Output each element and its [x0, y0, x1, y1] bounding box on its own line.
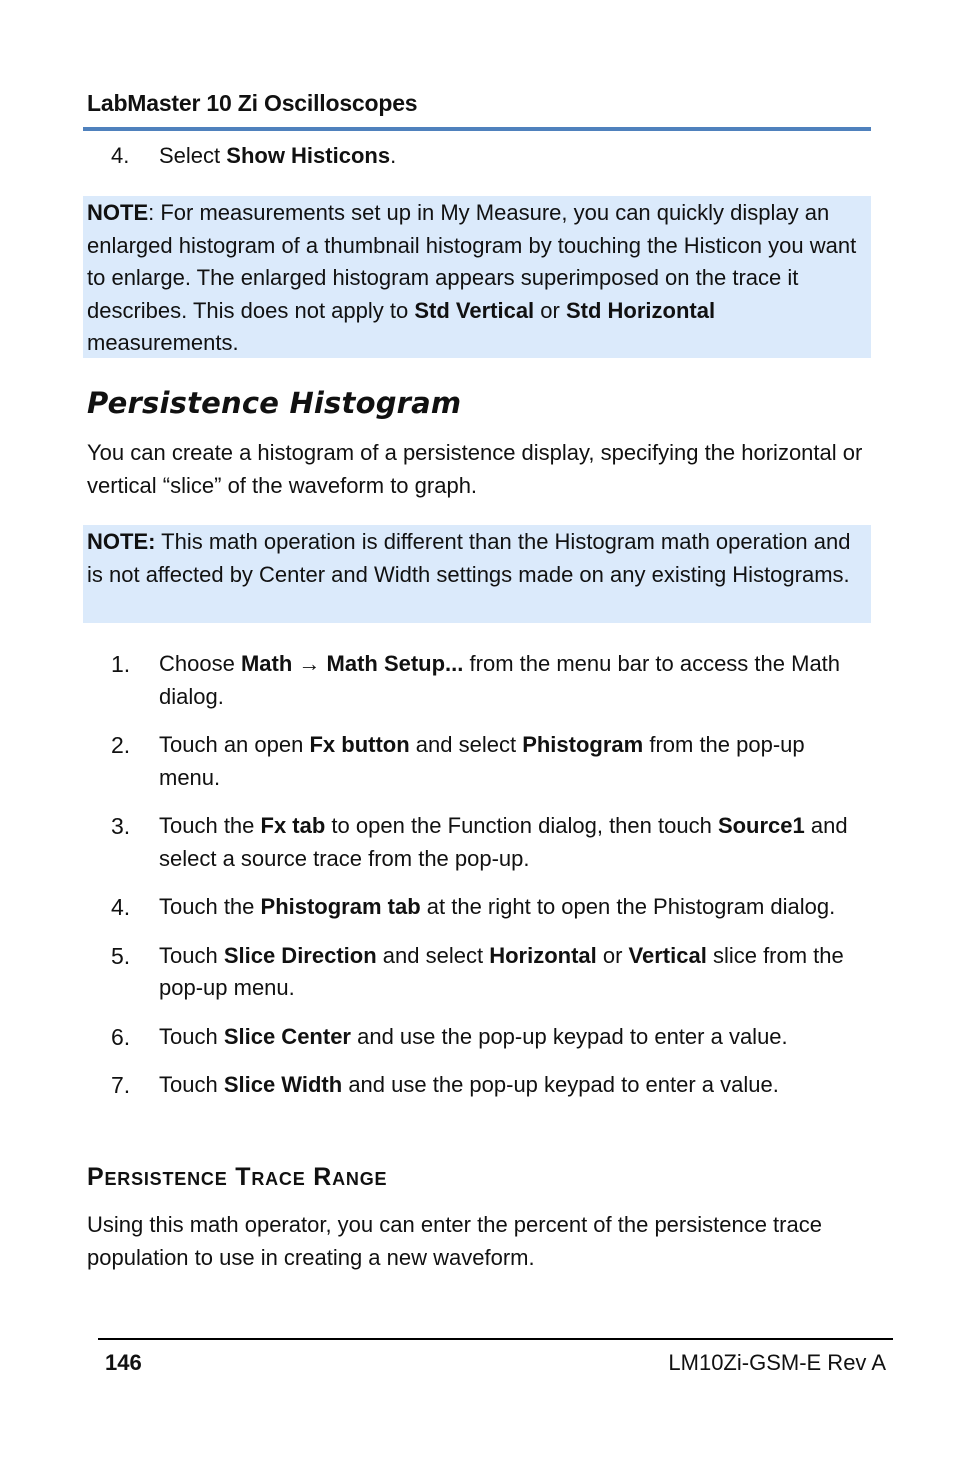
top-step [111, 140, 871, 173]
section-title: Persistence Histogram [87, 386, 462, 420]
step-text: Touch Slice Width and use the pop-up keypad to enter a value. [159, 1072, 779, 1097]
bold-term: Show Histicons [226, 143, 391, 168]
step-text: Touch Slice Center and use the pop-up keypad to enter a value. [159, 1023, 788, 1049]
step-text: Touch Slice Direction and select Horizontal or Vertical slice from the pop-up menu. [159, 942, 844, 1000]
step-text: Touch the Phistogram tab at the right to open the Phistogram dialog. [159, 894, 836, 919]
list-item [111, 940, 871, 1005]
subsection-text: Using this math operator, you can enter the percent of the persistence trace population to use in creating a new waveform. [87, 1212, 822, 1270]
note-box: NOTE: This math operation is different than the Histogram math operation and is not affected by Center and Width settings made on any existing Histograms. [83, 525, 871, 623]
list-item [111, 729, 871, 794]
step-number: 1. [111, 651, 131, 677]
header-rule [83, 127, 871, 131]
list-item [111, 648, 871, 713]
step-text: Touch an open Fx button and select Phistogram from the pop-up menu. [159, 732, 805, 790]
step-text: Select Show Histicons. [159, 143, 397, 168]
section-intro: You can create a histogram of a persistence display, specifying the horizontal or vertical “slice” of the waveform to graph. [87, 440, 863, 498]
step-text: Choose Math → Math Setup... from the menu bar to access the Math dialog. [159, 651, 841, 709]
procedure-steps [111, 648, 871, 1118]
page-number: 146 [105, 1350, 142, 1375]
step-number: 4. [111, 894, 131, 920]
running-header: LabMaster 10 Zi Oscilloscopes [87, 90, 418, 116]
list-item [111, 891, 871, 924]
step-number: 7. [111, 1072, 131, 1098]
note-label: NOTE [87, 200, 149, 225]
document-id: LM10Zi-GSM-E Rev A [668, 1350, 886, 1375]
list-item [111, 140, 871, 173]
step-number: 6. [111, 1023, 131, 1050]
step-number: 4. [111, 143, 130, 168]
step-number: 3. [111, 813, 131, 839]
subsection-title: Persistence Trace Range [87, 1163, 388, 1191]
note-box: NOTE: For measurements set up in My Measure, you can quickly display an enlarged histogram of a thumbnail histogram by touching the Histicon you want to enlarge. The enlarged histogram appears superimposed on the trace it describes. This does not apply to Std Vertical or Std Horizontal measurements. [83, 196, 871, 358]
step-number: 5. [111, 942, 131, 969]
note-label: NOTE: [87, 529, 156, 554]
list-item [111, 1021, 871, 1054]
step-text: Touch the Fx tab to open the Function dialog, then touch Source1 and select a source trace from the pop-up. [159, 813, 848, 871]
list-item [111, 810, 871, 875]
list-item [111, 1069, 871, 1102]
step-number: 2. [111, 732, 131, 758]
footer-rule [98, 1338, 893, 1340]
